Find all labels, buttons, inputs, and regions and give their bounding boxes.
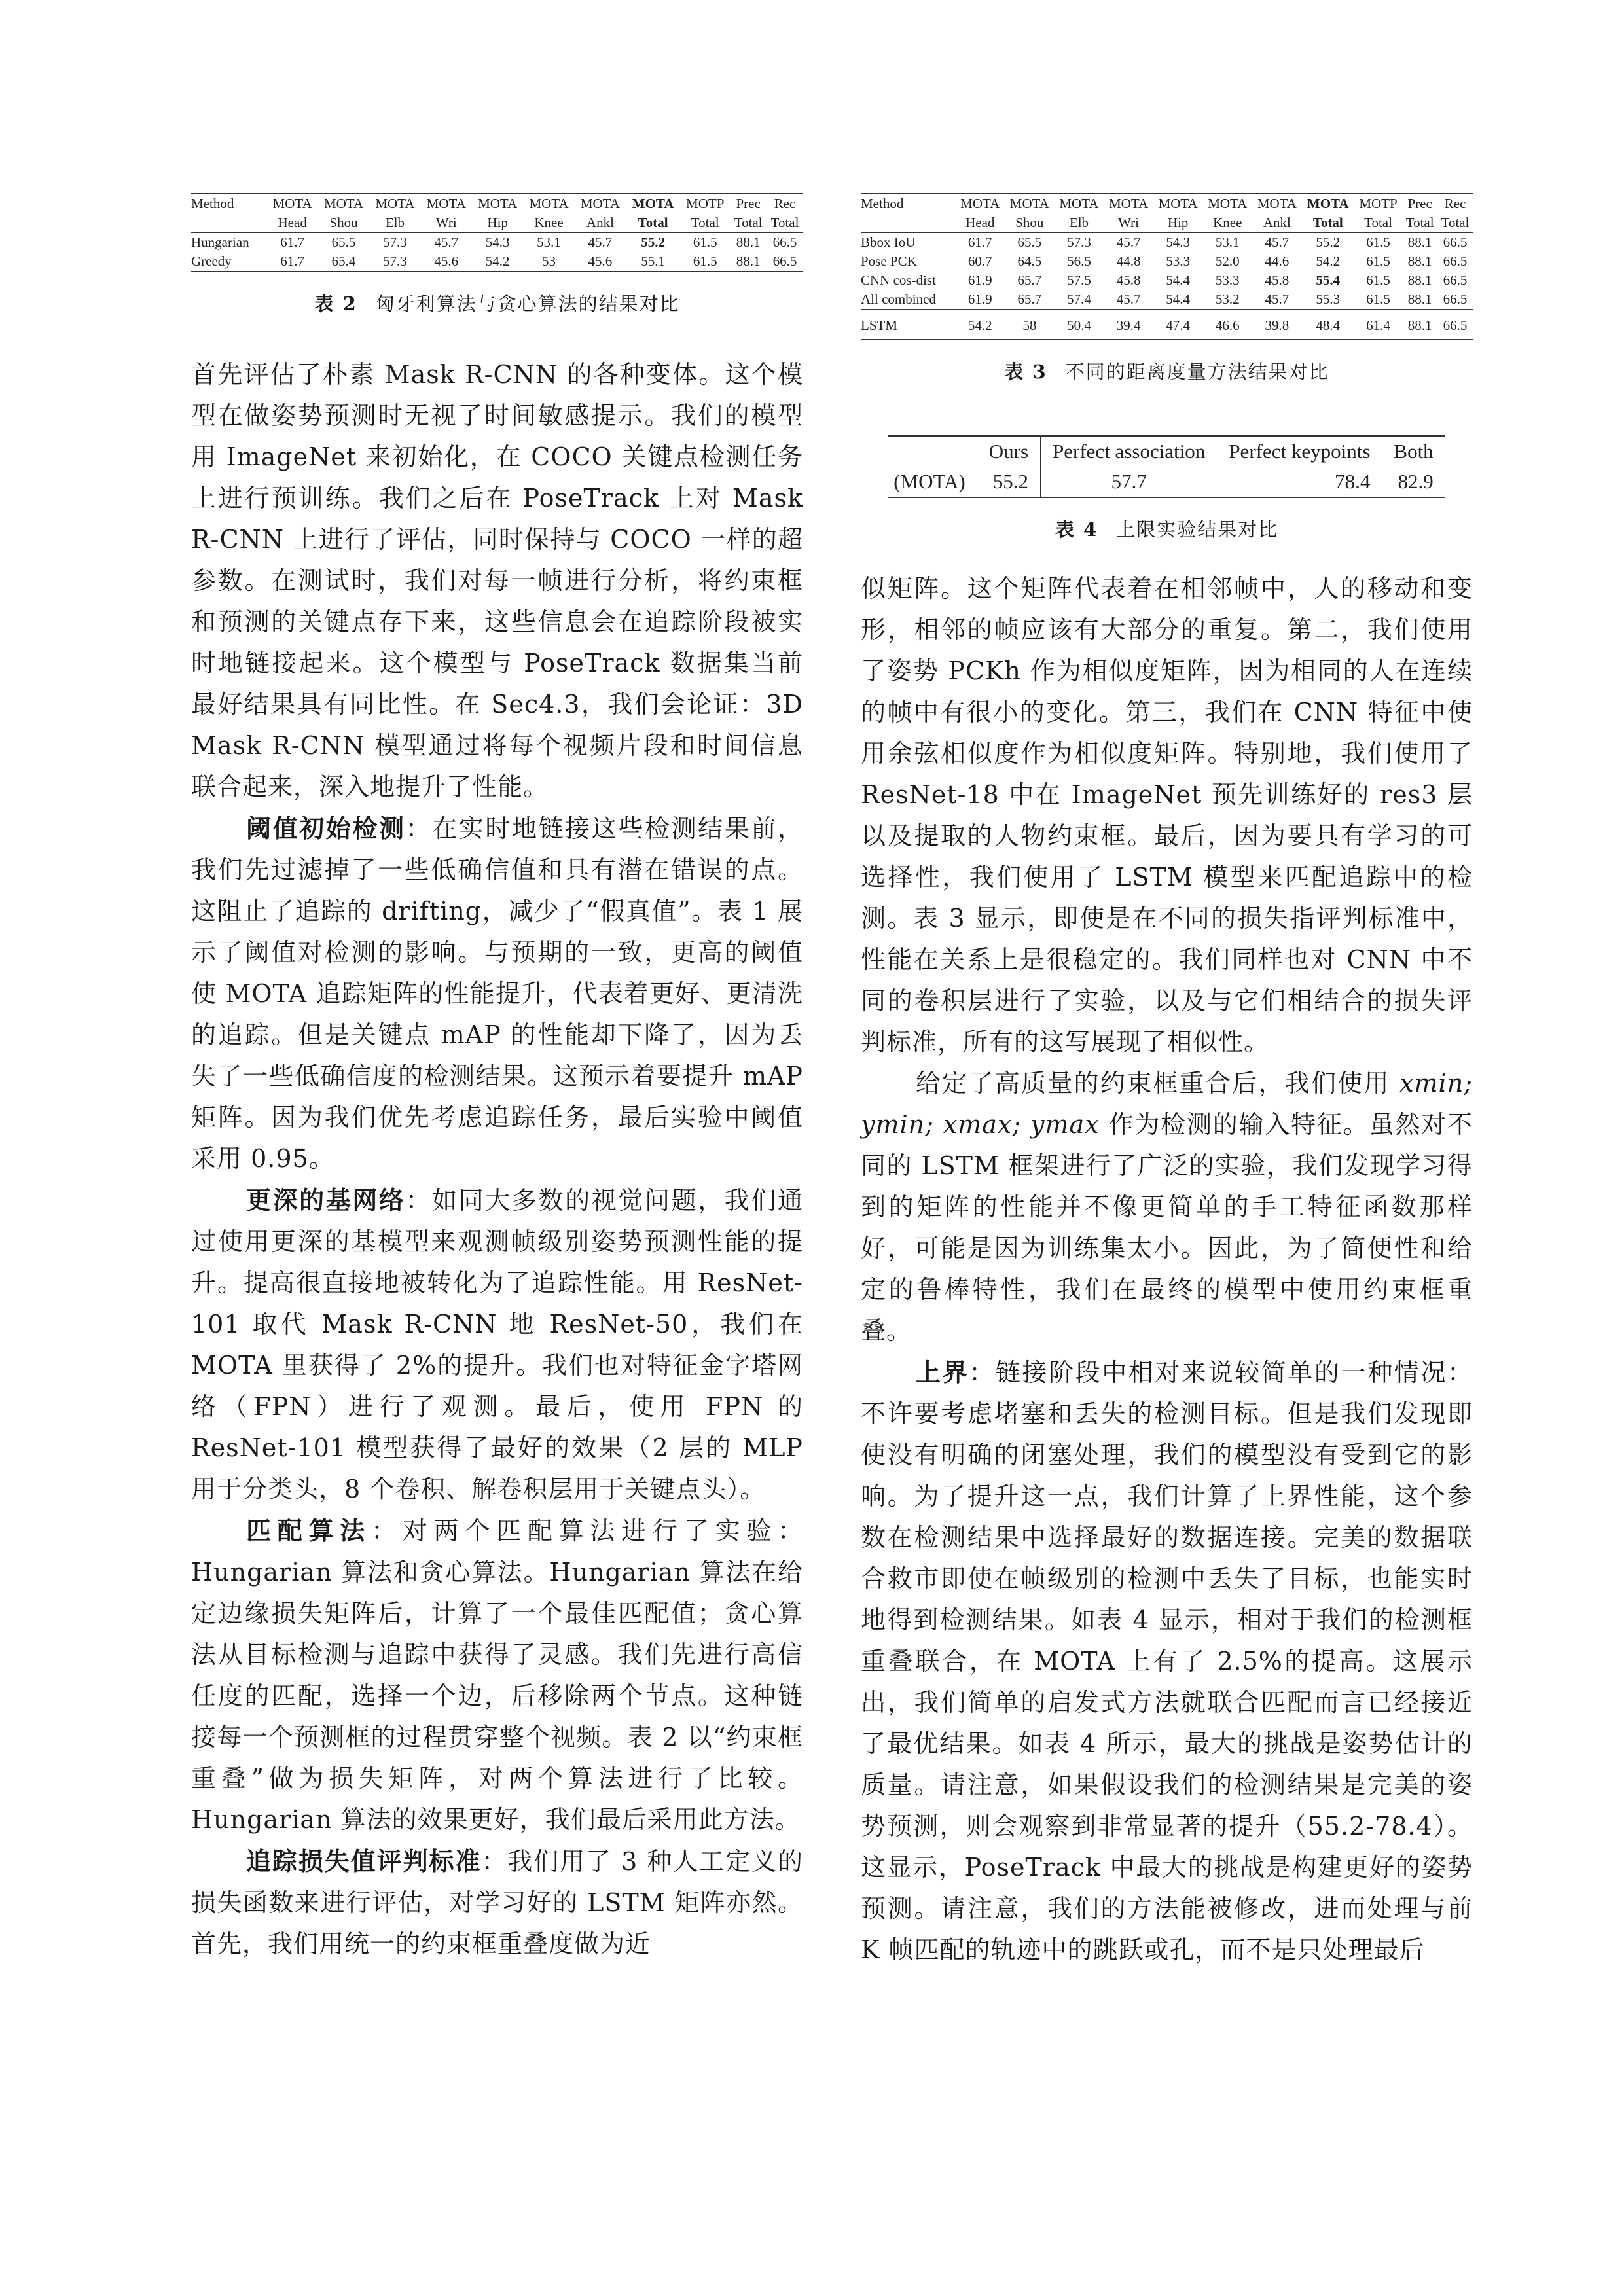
table-cell: 88.1 xyxy=(730,252,767,272)
header-cell: MOTA xyxy=(626,194,680,213)
header-cell: Wri xyxy=(435,215,457,230)
table-3-header-row-2 xyxy=(861,213,1473,233)
table-cell: 39.4 xyxy=(1104,310,1153,340)
header-cell: Elb xyxy=(1069,215,1089,230)
header-cell: Head xyxy=(965,215,995,230)
table-cell: 57.5 xyxy=(1067,272,1091,288)
table-cell: 45.7 xyxy=(1265,291,1290,307)
header-cell xyxy=(861,213,955,233)
header-cell: Rec xyxy=(767,194,803,213)
table-3 xyxy=(861,193,1473,340)
header-cell: Total xyxy=(638,215,668,230)
table-cell: 54.3 xyxy=(472,233,523,253)
paragraph-text: ：在实时地链接这些检测结果前，我们先过滤掉了一些低确信值和具有潜在错误的点。这阻止了追踪的 drifting，减少了“假真值”。表 1 展示了阈值对检测的影响。与预期的一致，更高的阈值使 MOTA 追踪矩阵的性能提升，代表着更好、更清洗的追踪。但是关键点 mAP 的性能却下降了，因为丢失了一些低确信度的检测结果。这预示着要提升 mAP 矩阵。因为我们优先考虑追踪任务，最后实验中阈值采用 0.95。 xyxy=(191,814,803,1173)
table-cell: 57.4 xyxy=(1067,291,1091,307)
table-cell: 61.5 xyxy=(1366,272,1390,288)
paragraph-term: 阈值初始检测 xyxy=(246,814,406,843)
table-cell: 66.5 xyxy=(1437,310,1473,340)
paragraph-text: ：链接阶段中相对来说较简单的一种情况：不许要考虑堵塞和丢失的检测目标。但是我们发现即使没有明确的闭塞处理，我们的模型没有受到它的影响。为了提升这一点，我们计算了上界性能，这个参数在检测结果中选择最好的数据连接。完美的数据联合救市即使在帧级别的检测中丢失了目标，也能实时地得到检测结果。如表 4 显示，相对于我们的检测框重叠联合，在 MOTA 上有了 2.5%的提高。这展示出，我们简单的启发式方法就联合匹配而言已经接近了最优结果。如表 4 所示，最大的挑战是姿势估计的质量。请注意，如果假设我们的检测结果是完美的姿势预测，则会观察到非常显著的提升（55.2-78.4）。这显示，PoseTrack 中最大的挑战是构建更好的姿势预测。请注意，我们的方法能被修改，进而处理与前 K 帧匹配的轨迹中的跳跃或孔，而不是只处理最后 xyxy=(861,1358,1473,1964)
table-cell: Hungarian xyxy=(191,233,266,253)
table-cell: 61.7 xyxy=(955,233,1005,253)
table-cell: 82.9 xyxy=(1382,467,1445,497)
table-row xyxy=(861,233,1473,253)
header-cell: Perfect association xyxy=(1041,436,1218,467)
table-cell: 65.4 xyxy=(318,252,369,272)
table-cell: 60.7 xyxy=(967,253,992,269)
table-row xyxy=(861,290,1473,310)
table-cell: 66.5 xyxy=(767,233,803,253)
table-2 xyxy=(191,193,803,272)
table-cell: 61.7 xyxy=(266,252,317,272)
header-cell: MOTA xyxy=(266,194,317,213)
paragraph-term: 追踪损失值评判标准 xyxy=(246,1846,482,1876)
table-cell: 53 xyxy=(523,252,574,272)
table-cell: 50.4 xyxy=(1055,310,1104,340)
table-cell: 57.3 xyxy=(369,233,420,253)
table-cell: 55.1 xyxy=(626,252,680,272)
table-4-header-row xyxy=(888,436,1445,467)
paragraph-text: 作为检测的输入特征。虽然对不同的 LSTM 框架进行了广泛的实验，我们发现学习得到的矩阵的性能并不像更简单的手工特征函数那样好，可能是因为训练集太小。因此，为了简便性和给定的鲁棒特性，我们在最终的模型中使用约束框重叠。 xyxy=(861,1110,1473,1345)
table-cell: Pose PCK xyxy=(861,253,917,269)
header-cell: MOTA xyxy=(575,194,626,213)
table-4 xyxy=(888,435,1445,498)
header-cell: MOTA xyxy=(421,194,472,213)
header-cell: Hip xyxy=(487,215,508,230)
table-cell: 54.4 xyxy=(1166,291,1191,307)
header-cell xyxy=(888,436,977,467)
table-cell: 44.6 xyxy=(1265,253,1290,269)
table-cell: 53.3 xyxy=(1215,272,1240,288)
paragraph-text: 给定了高质量的约束框重合后，我们使用 xyxy=(916,1069,1400,1098)
table-cell: 57.7 xyxy=(1041,467,1218,497)
table-4-caption xyxy=(861,515,1473,542)
table-cell: 57.3 xyxy=(369,252,420,272)
table-cell: 65.7 xyxy=(1017,272,1042,288)
paragraph xyxy=(191,808,803,1179)
header-cell: Method xyxy=(861,194,955,213)
caption-text: 不同的距离度量方法结果对比 xyxy=(1065,361,1329,383)
table-row xyxy=(888,467,1445,497)
header-cell: Shou xyxy=(1015,215,1044,230)
table-cell: 61.5 xyxy=(1354,233,1402,253)
header-cell: MOTA xyxy=(369,194,420,213)
paragraph-text: ：如同大多数的视觉问题，我们通过使用更深的基模型来观测帧级别姿势预测性能的提升。提高很直接地被转化为了追踪性能。用 ResNet-101 取代 Mask R-CNN 地 ResNet-50，我们在 MOTA 里获得了 2%的提升。我们也对特征金字塔网络（FPN）进行了观测。最后，使用 FPN 的 ResNet-101 模型获得了最好的效果（2 层的 MLP 用于分类头，8 个卷积、解卷积层用于关键点头）。 xyxy=(191,1186,803,1503)
header-cell: Total xyxy=(1405,215,1434,230)
table-cell: 61.5 xyxy=(1366,253,1390,269)
table-2-header-row-2 xyxy=(191,213,803,233)
header-cell: Hip xyxy=(1167,215,1189,230)
table-cell: CNN cos-dist xyxy=(861,272,936,288)
header-cell: Both xyxy=(1382,436,1445,467)
table-cell: Greedy xyxy=(191,252,266,272)
right-column xyxy=(861,193,1473,1971)
table-cell: 54.2 xyxy=(955,310,1005,340)
table-cell: 45.7 xyxy=(1252,233,1302,253)
paragraph xyxy=(191,1510,803,1840)
table-2-block xyxy=(191,193,803,316)
table-cell: 88.1 xyxy=(1407,253,1432,269)
paragraph xyxy=(191,1179,803,1510)
table-cell: 61.5 xyxy=(680,233,730,253)
table-row xyxy=(861,252,1473,271)
header-cell: Head xyxy=(278,215,307,230)
table-cell: (MOTA) xyxy=(888,467,977,497)
table-4-block xyxy=(861,435,1473,542)
header-cell: Ankl xyxy=(1263,215,1291,230)
table-3-header-row-1 xyxy=(861,194,1473,213)
header-cell: Knee xyxy=(1213,215,1242,230)
table-cell: 61.5 xyxy=(1366,291,1390,307)
table-cell: 46.6 xyxy=(1202,310,1252,340)
header-cell xyxy=(191,213,266,233)
table-cell: 45.7 xyxy=(1116,291,1141,307)
table-cell: 57.3 xyxy=(1055,233,1104,253)
header-cell: Ankl xyxy=(586,215,614,230)
table-cell: 53.1 xyxy=(1202,233,1252,253)
table-cell: 64.5 xyxy=(1017,253,1042,269)
table-3-caption xyxy=(861,357,1473,384)
header-cell: MOTP xyxy=(680,194,730,213)
paragraph-text: ：对两个匹配算法进行了实验：Hungarian 算法和贪心算法。Hungarian 算法在给定边缘损失矩阵后，计算了一个最佳匹配值；贪心算法从目标检测与追踪中获得了灵感。我们先进行高信任度的匹配，选择一个边，后移除两个节点。这种链接每一个预测框的过程贯穿整个视频。表 2 以“约束框重叠”做为损失矩阵，对两个算法进行了比较。Hungarian 算法的效果更好，我们最后采用此方法。 xyxy=(191,1516,803,1834)
table-cell: 45.8 xyxy=(1116,272,1141,288)
table-cell: 44.8 xyxy=(1116,253,1141,269)
table-cell: Bbox IoU xyxy=(861,233,955,253)
paragraph xyxy=(861,1352,1473,1971)
table-cell: 39.8 xyxy=(1252,310,1302,340)
header-cell: MOTA xyxy=(1302,194,1354,213)
header-cell: Rec xyxy=(1437,194,1473,213)
table-cell: LSTM xyxy=(861,310,955,340)
header-cell: Total xyxy=(734,215,763,230)
table-cell: 61.9 xyxy=(967,291,992,307)
table-cell: 66.5 xyxy=(1443,291,1468,307)
header-cell: Total xyxy=(770,215,799,230)
table-cell: 54.2 xyxy=(472,252,523,272)
header-cell: MOTA xyxy=(318,194,369,213)
table-cell: 88.1 xyxy=(1402,233,1437,253)
table-cell: 53.3 xyxy=(1166,253,1191,269)
table-cell: 55.3 xyxy=(1316,291,1341,307)
header-cell: Total xyxy=(1364,215,1392,230)
table-cell: 65.5 xyxy=(318,233,369,253)
caption-text: 上限实验结果对比 xyxy=(1116,518,1279,541)
table-cell: 52.0 xyxy=(1215,253,1240,269)
paragraph-text: ：我们用了 3 种人工定义的损失函数来进行评估，对学习好的 LSTM 矩阵亦然。首先，我们用统一的约束框重叠度做为近 xyxy=(191,1847,803,1958)
table-cell: 88.1 xyxy=(1402,310,1437,340)
table-cell: 45.7 xyxy=(575,233,626,253)
header-cell: Wri xyxy=(1118,215,1139,230)
table-cell: 56.5 xyxy=(1067,253,1091,269)
header-cell: Total xyxy=(691,215,719,230)
table-cell: 45.7 xyxy=(421,233,472,253)
paragraph-term: 更深的基网络 xyxy=(246,1185,406,1215)
table-cell: 66.5 xyxy=(767,252,803,272)
table-cell: 53.2 xyxy=(1215,291,1240,307)
table-cell: 66.5 xyxy=(1443,272,1468,288)
left-column xyxy=(191,193,803,1965)
caption-number: 表 3 xyxy=(1004,361,1047,383)
header-cell: MOTA xyxy=(1153,194,1203,213)
table-cell: 66.5 xyxy=(1443,253,1468,269)
table-cell: 48.4 xyxy=(1302,310,1354,340)
paragraph-term: 上界 xyxy=(916,1357,969,1387)
table-cell: 54.2 xyxy=(1316,253,1341,269)
table-cell: 54.4 xyxy=(1166,272,1191,288)
header-cell: Prec xyxy=(730,194,767,213)
header-cell: Perfect keypoints xyxy=(1217,436,1382,467)
header-cell: Total xyxy=(1441,215,1470,230)
header-cell: MOTA xyxy=(1104,194,1153,213)
table-cell: 55.4 xyxy=(1316,272,1341,288)
table-cell: 55.2 xyxy=(1302,233,1354,253)
table-cell: 45.7 xyxy=(1104,233,1153,253)
header-cell: Ours xyxy=(977,436,1041,467)
caption-text: 匈牙利算法与贪心算法的结果对比 xyxy=(375,293,680,315)
table-cell: 61.7 xyxy=(266,233,317,253)
table-2-header-row-1 xyxy=(191,194,803,213)
header-cell: MOTP xyxy=(1354,194,1402,213)
caption-number: 表 2 xyxy=(314,293,357,315)
table-cell: 61.9 xyxy=(967,272,992,288)
table-row xyxy=(861,271,1473,290)
table-row xyxy=(861,310,1473,340)
table-cell: 88.1 xyxy=(1407,291,1432,307)
paragraph-term: 匹配算法 xyxy=(246,1516,372,1545)
header-cell: MOTA xyxy=(955,194,1005,213)
paragraph xyxy=(191,1840,803,1965)
table-cell: All combined xyxy=(861,291,936,307)
table-cell: 58 xyxy=(1005,310,1055,340)
table-cell: 45.8 xyxy=(1265,272,1290,288)
table-row xyxy=(191,252,803,272)
header-cell: MOTA xyxy=(1055,194,1104,213)
table-cell: 66.5 xyxy=(1437,233,1473,253)
header-cell: Prec xyxy=(1402,194,1437,213)
header-cell: Method xyxy=(191,194,266,213)
header-cell: MOTA xyxy=(523,194,574,213)
table-cell: 61.5 xyxy=(680,252,730,272)
table-cell: 45.6 xyxy=(421,252,472,272)
header-cell: Shou xyxy=(329,215,358,230)
paragraph: 首先评估了朴素 Mask R-CNN 的各种变体。这个模型在做姿势预测时无视了时间敏感提示。我们的模型用 ImageNet 来初始化，在 COCO 关键点检测任务上进行预训练。我们之后在 PoseTrack 上对 Mask R-CNN 上进行了评估，同时保持与 COCO 一样的超参数。在测试时，我们对每一帧进行分析，将约束框和预测的关键点存下来，这些信息会在追踪阶段被实时地链接起来。这个模型与 PoseTrack 数据集当前最好结果具有同比性。在 Sec4.3，我们会论证：3D Mask R-CNN 模型通过将每个视频片段和时间信息联合起来，深入地提升了性能。 xyxy=(191,360,803,801)
math-expression: xmin; ymin; xmax; ymax xyxy=(861,1069,1473,1139)
table-cell: 55.2 xyxy=(977,467,1041,497)
table-cell: 65.7 xyxy=(1017,291,1042,307)
table-2-caption xyxy=(191,289,803,316)
table-cell: 78.4 xyxy=(1217,467,1382,497)
header-cell: Knee xyxy=(534,215,564,230)
header-cell: MOTA xyxy=(1202,194,1252,213)
table-cell: 53.1 xyxy=(523,233,574,253)
paragraph xyxy=(861,1063,1473,1352)
table-cell: 45.6 xyxy=(575,252,626,272)
header-cell: MOTA xyxy=(1005,194,1055,213)
header-cell: MOTA xyxy=(1252,194,1302,213)
table-3-block xyxy=(861,193,1473,384)
caption-number: 表 4 xyxy=(1055,518,1098,541)
table-cell: 54.3 xyxy=(1153,233,1203,253)
table-cell: 61.4 xyxy=(1354,310,1402,340)
header-cell: MOTA xyxy=(472,194,523,213)
paragraph: 似矩阵。这个矩阵代表着在相邻帧中，人的移动和变形，相邻的帧应该有大部分的重复。第二，我们使用了姿势 PCKh 作为相似度矩阵，因为相同的人在连续的帧中有很小的变化。第三，我们在 CNN 特征中使用余弦相似度作为相似度矩阵。特别地，我们使用了 ResNet-18 中在 ImageNet 预先训练好的 res3 层以及提取的人物约束框。最后，因为要具有学习的可选择性，我们使用了 LSTM 模型来匹配追踪中的检测。表 3 显示，即使是在不同的损失指评判标准中，性能在关系上是很稳定的。我们同样也对 CNN 中不同的卷积层进行了实验，以及与它们相结合的损失评判标准，所有的这写展现了相似性。 xyxy=(861,574,1473,1056)
table-row xyxy=(191,233,803,253)
header-cell: Elb xyxy=(385,215,405,230)
table-cell: 88.1 xyxy=(730,233,767,253)
table-cell: 65.5 xyxy=(1005,233,1055,253)
header-cell: Total xyxy=(1312,215,1343,230)
table-cell: 47.4 xyxy=(1153,310,1203,340)
table-cell: 55.2 xyxy=(626,233,680,253)
table-cell: 88.1 xyxy=(1407,272,1432,288)
